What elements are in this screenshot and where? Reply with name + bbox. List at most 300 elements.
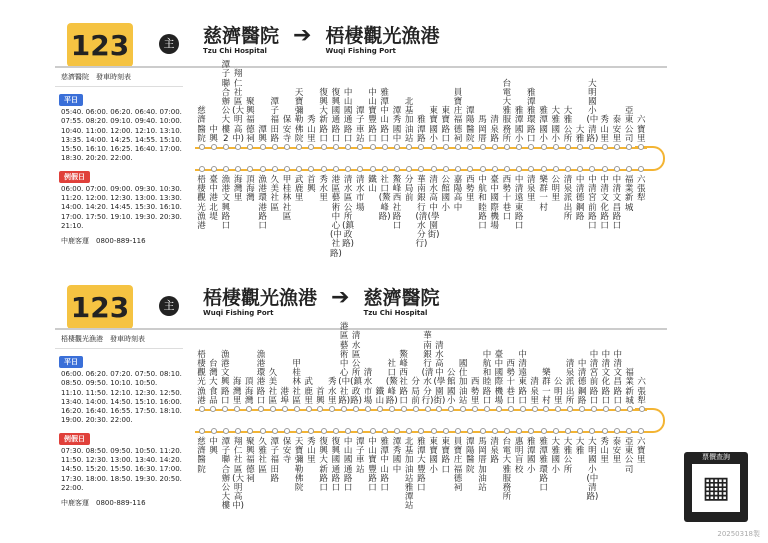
stop-name: 大雅	[575, 124, 585, 144]
stop-dot	[472, 406, 478, 412]
stop-dot	[345, 166, 351, 172]
stop-name: 慈濟醫院	[197, 106, 206, 144]
stop-dot	[246, 406, 252, 412]
stop-name: 臺中港北堤	[209, 175, 218, 222]
stop-dot	[589, 428, 595, 434]
time-row: 08:50. 09:50. 10:10. 10:50.	[61, 379, 158, 388]
stop-name: 清泉派出所	[563, 175, 573, 222]
stop-dot	[448, 406, 454, 412]
time-row: 18:30. 20:20. 22:00.	[61, 154, 133, 163]
stop-dot	[199, 406, 205, 412]
stop-dot	[520, 406, 526, 412]
stops-row-return	[195, 437, 665, 512]
stop-name: 區藝術中心(中社路)	[338, 331, 351, 406]
stop-dot	[247, 428, 253, 434]
stop-name: 清泉路	[490, 115, 499, 144]
stop-dots	[195, 428, 647, 436]
stop-dot	[431, 144, 437, 150]
stop-dot	[565, 166, 571, 172]
route-number: 123	[67, 285, 133, 329]
stop-name: 海灣里	[233, 175, 243, 204]
origin	[203, 25, 279, 56]
stop-dot	[443, 428, 449, 434]
route-heading	[203, 25, 439, 56]
schedule-box	[55, 68, 183, 254]
stop-name: 中山國通路口	[343, 437, 353, 494]
stop-name: 復興國通路口	[331, 87, 341, 144]
route-number: 123	[67, 23, 133, 67]
stop-name: 保安寺	[282, 115, 292, 144]
stop-name: 海灣里	[232, 377, 242, 406]
time-row: 22:00.	[61, 483, 84, 492]
stop-name: 清泉派出所	[565, 358, 575, 406]
stop-dot	[284, 144, 290, 150]
stop-name: 六寶里	[637, 115, 646, 144]
stop-dot	[615, 406, 621, 412]
time-row: 16:20. 16:40. 16:55. 17:50. 18:10.	[61, 407, 182, 416]
stop-dot	[235, 166, 241, 172]
stop-dot	[258, 406, 264, 412]
stop-name: 雅潭中山路口	[380, 437, 389, 494]
stop-dot	[492, 144, 498, 150]
stop-name: 大雅國小	[551, 106, 561, 144]
stop-name: 華南銀行(清水分行)	[421, 331, 434, 406]
schedule-title: 慈濟醫院 發車時刻表	[55, 68, 183, 87]
stop-dot	[541, 166, 547, 172]
stop-dot	[306, 406, 312, 412]
holiday-label: 例假日	[59, 433, 90, 445]
stop-name: 天寶彌勒佛院	[294, 437, 304, 494]
time-row: 11:50. 12:30. 13:00. 13:40. 14:20.	[61, 456, 182, 465]
stop-name: 梧棲觀光漁港	[197, 175, 206, 232]
stop-dot	[389, 406, 395, 412]
stop-name: 台灣大食品	[209, 358, 218, 406]
stop-name: 漁港環港路口	[256, 349, 266, 406]
time-row: 13:40. 14:00. 14:50. 15:10. 16:00.	[61, 397, 182, 406]
stop-name: 秀山里	[307, 115, 316, 144]
stop-name: 潭子車站	[356, 437, 365, 475]
stop-dot	[492, 428, 498, 434]
stop-dot	[282, 406, 288, 412]
stop-dot	[345, 144, 351, 150]
stop-name: 子聯合辦公大樓2	[221, 69, 231, 144]
stop-name: 北基加油站	[404, 96, 414, 144]
stop-dot	[516, 428, 522, 434]
stop-name: 甲桂林社區	[292, 358, 301, 406]
stop-dot	[626, 166, 632, 172]
stop-name: 國仕加油站	[458, 358, 468, 406]
stop-dot	[370, 166, 376, 172]
stop-dot	[235, 428, 241, 434]
stop-dot	[591, 406, 597, 412]
stop-name: 潭興	[258, 124, 267, 144]
weekday-times	[55, 108, 183, 164]
stop-dot	[504, 428, 510, 434]
stop-dot	[223, 428, 229, 434]
stop-dot	[294, 406, 300, 412]
stop-name: 泰安里	[612, 437, 622, 466]
stop-dot	[341, 406, 347, 412]
stop-name: 慈濟醫院	[197, 437, 206, 475]
stop-name: 保安寺	[282, 437, 292, 466]
qr-title: 票價查詢	[702, 453, 730, 461]
stop-name: 潭子福田路	[270, 437, 280, 484]
stop-dot	[357, 166, 363, 172]
stop-name: 久美社區	[270, 175, 280, 213]
stop-dot	[528, 428, 534, 434]
stop-name: 社口(鰲峰路)	[378, 175, 391, 222]
time-row: 11:20. 12:00. 12:30. 13:00. 13:30.	[61, 194, 182, 203]
stop-name: 中清文化路口	[601, 349, 611, 406]
stop-name: 潭陽醫院	[466, 437, 475, 475]
stop-name: 華南銀行(清水分行)	[415, 175, 428, 250]
stop-dot	[504, 166, 510, 172]
weekday-times	[55, 370, 183, 426]
weekday-label: 平日	[59, 356, 83, 368]
stop-name: 雅潭國小	[514, 106, 524, 144]
holiday-times	[55, 447, 183, 493]
stop-dot	[382, 166, 388, 172]
stop-name: 中山寶豐路口	[368, 87, 377, 144]
time-row: 21:10.	[61, 221, 84, 230]
stop-dot	[272, 144, 278, 150]
stop-dot	[480, 428, 486, 434]
stop-name: 公館國小	[441, 175, 451, 213]
stop-dot	[353, 406, 359, 412]
stop-name: 雅潭雅環路口	[539, 437, 548, 494]
stop-dot	[602, 144, 608, 150]
stop-dot	[553, 428, 559, 434]
stop-dot	[333, 428, 339, 434]
arrow-right-icon: ➔	[331, 285, 350, 310]
stop-dot	[357, 144, 363, 150]
holiday-times	[55, 185, 183, 231]
stop-dot	[589, 166, 595, 172]
stop-name: 秀山里	[600, 115, 609, 144]
stop-name: 大雅公所	[563, 437, 573, 475]
stop-name: 中清遠東路口	[518, 349, 527, 406]
stop-dots	[195, 166, 647, 174]
stop-dot	[614, 166, 620, 172]
stop-dot	[577, 428, 583, 434]
stop-dot	[211, 428, 217, 434]
stop-dot	[418, 428, 424, 434]
stops-row-return	[195, 175, 665, 259]
stop-name: 公館國小	[447, 368, 456, 406]
stop-dot	[284, 166, 290, 172]
stop-name: 首興	[316, 386, 325, 406]
stop-name: 清水區公所(鎮政路)	[350, 331, 362, 406]
stop-name: 潭子聯合辦公大樓	[221, 437, 231, 512]
stop-dot	[638, 144, 644, 150]
stop-name: 清泉路	[490, 437, 499, 466]
stop-dot	[455, 428, 461, 434]
stop-dot	[272, 166, 278, 172]
stop-dot	[370, 428, 376, 434]
stop-dot	[321, 166, 327, 172]
stop-dot	[382, 144, 388, 150]
stop-name: 雅潭雅環路口	[527, 87, 536, 144]
stop-name: 中航和睦路口	[482, 349, 492, 406]
stop-dot	[406, 166, 412, 172]
stop-dot	[480, 166, 486, 172]
stop-dot	[532, 406, 538, 412]
stop-dot	[555, 406, 561, 412]
stop-dot	[627, 406, 633, 412]
stop-name: 頂海灣	[246, 175, 255, 204]
origin-name-en: Wuqi Fishing Port	[203, 309, 274, 317]
stop-name: 大明國小(中清路)	[586, 78, 599, 144]
stop-dot	[296, 144, 302, 150]
time-row: 17:00. 17:50. 19:10. 19:30. 20:30.	[61, 212, 182, 221]
stop-name: 頂海灣	[244, 377, 254, 406]
stop-dot	[308, 428, 314, 434]
stop-name: 梧棲觀光漁港	[197, 349, 206, 406]
time-row: 14:00. 14:20. 14:45. 15:30. 16:10.	[61, 203, 182, 212]
time-row: 07:55. 08:20. 09:10. 09:40. 10:00.	[61, 117, 182, 126]
stop-dot	[602, 166, 608, 172]
stop-dot	[296, 428, 302, 434]
stop-dot	[516, 144, 522, 150]
stop-name: 樂群一村	[542, 368, 551, 406]
route-line	[195, 408, 665, 433]
stops-row-outbound	[195, 69, 665, 144]
stop-dot	[199, 428, 205, 434]
stop-name: 雅潭大豐路口	[417, 437, 426, 494]
stop-dots	[195, 406, 647, 414]
stop-dot	[413, 406, 419, 412]
stop-dot	[199, 166, 205, 172]
stop-dot	[270, 406, 276, 412]
stop-name: 馬岡厝加油站	[478, 437, 487, 494]
stop-name: 潭子福田路	[270, 96, 280, 144]
stop-name: 分局前	[411, 377, 420, 406]
stop-name: 中清宮前路口	[589, 349, 599, 406]
stop-name: 復興國通路口	[331, 437, 341, 494]
stop-name: 嘉陽高中	[453, 175, 463, 213]
stop-name: 清水高中(學園街)	[427, 175, 440, 241]
stop-dot	[528, 144, 534, 150]
stop-dot	[394, 166, 400, 172]
stop-name: 鐵山	[375, 386, 385, 406]
stop-name: 秀山里	[600, 437, 609, 466]
stop-name: 台電大雅服務所	[502, 78, 512, 144]
stop-name: 東寶路口	[441, 437, 451, 475]
time-row: 06:00. 07:00. 09:00. 09:30. 10:30.	[61, 184, 182, 193]
stop-dot	[528, 166, 534, 172]
stop-name: 亞東公司	[624, 437, 634, 475]
destination-name: 梧棲觀光漁港	[325, 25, 440, 47]
stop-dot	[222, 406, 228, 412]
stop-name: 清泉里	[530, 377, 539, 406]
stop-dot	[247, 166, 253, 172]
stop-dot	[508, 406, 514, 412]
stop-name: 潭秀國中	[392, 437, 402, 475]
stop-dot	[370, 144, 376, 150]
stop-dot	[638, 166, 644, 172]
stop-dot	[589, 144, 595, 150]
stop-name: 臺中國際機場	[494, 349, 504, 406]
origin-name: 慈濟醫院	[203, 25, 280, 47]
stop-name: 秀水里	[319, 175, 328, 204]
stop-name: 福業新城	[624, 175, 634, 213]
schedule-box	[55, 330, 183, 516]
stop-name: 港區藝術中心(中社路)	[329, 175, 342, 259]
stop-name: 大雅	[575, 437, 585, 457]
stop-name: 漁港文興路口	[221, 175, 231, 232]
stop-name: 雅潭中山路口	[380, 87, 389, 144]
stop-dot	[199, 144, 205, 150]
time-row: 10:40. 11:00. 12:00. 12:10. 13:10.	[61, 126, 182, 135]
stop-dot	[567, 406, 573, 412]
stop-name: 樂群一村	[539, 175, 548, 213]
stop-dot	[614, 144, 620, 150]
stop-name: 社口(鰲峰路)	[385, 358, 398, 406]
stop-dot	[247, 144, 253, 150]
stop-dot	[308, 144, 314, 150]
stop-name: 鰲峰西社路口	[399, 349, 408, 406]
stop-dot	[394, 144, 400, 150]
main-line-badge: 主	[159, 34, 179, 54]
time-row: 15:50. 16:10. 16:25. 16:40. 17:00.	[61, 145, 182, 154]
stop-dot	[455, 144, 461, 150]
stop-diagram	[195, 69, 665, 259]
stop-name: 東寶國小	[429, 106, 438, 144]
stop-dot	[260, 428, 266, 434]
stop-dot	[321, 144, 327, 150]
stop-dots	[195, 144, 647, 152]
stop-name: 亞東公司	[624, 106, 634, 144]
stop-name: 六張犁	[637, 175, 646, 204]
destination	[325, 25, 439, 56]
stop-dot	[467, 166, 473, 172]
contact-phone: 中鹿客運 0800-889-116	[61, 237, 146, 245]
stop-dot	[467, 428, 473, 434]
stop-dot	[223, 166, 229, 172]
stop-dot	[484, 406, 490, 412]
stop-dot	[365, 406, 371, 412]
stop-name: 秀水里	[328, 377, 337, 406]
stop-name: 大雅國小	[551, 437, 561, 475]
stop-name: 武鹿里	[294, 175, 304, 204]
stop-name: 中興	[209, 437, 218, 457]
timetable-panel	[55, 18, 691, 259]
stop-dot	[418, 144, 424, 150]
stop-dot	[443, 144, 449, 150]
stop-name: 聚興福德祠	[246, 96, 255, 144]
stop-dot	[467, 144, 473, 150]
stop-name: 久美社區	[268, 368, 278, 406]
stop-name: 北基加油站雅潭站	[404, 437, 414, 512]
qr-code-icon: ▦	[692, 464, 740, 512]
stop-name: 甲桂林社區	[282, 175, 292, 222]
time-row: 17:30. 18:00. 18:50. 19:30. 20:50.	[61, 474, 182, 483]
stop-dot	[272, 428, 278, 434]
stop-name: 天寶彌勒佛院	[294, 87, 304, 144]
stop-dot	[345, 428, 351, 434]
stop-name: 聚興福德祠	[246, 437, 255, 484]
stop-dot	[496, 406, 502, 412]
time-row: 11:10. 11:50. 12:10. 12:30. 12:50.	[61, 388, 182, 397]
stop-dot	[211, 144, 217, 150]
stop-dot	[333, 144, 339, 150]
stop-dot	[210, 406, 216, 412]
stop-dot	[401, 406, 407, 412]
stop-name: 翔仁社區(大明高中)	[232, 69, 244, 144]
stop-name: 首興	[307, 175, 316, 195]
stop-name: 雅潭國小	[527, 437, 536, 475]
main-line-badge: 主	[159, 296, 179, 316]
stop-name: 員寶庄福德祠	[453, 437, 463, 494]
stop-name: 清泉里	[527, 175, 536, 204]
stop-name: 潭秀國中	[392, 106, 402, 144]
time-row: 14:50. 15:20. 15:50. 16:30. 17:00.	[61, 465, 182, 474]
stop-dot	[333, 166, 339, 172]
stop-name: 公明里	[551, 175, 561, 204]
stop-name: 雅潭國小	[539, 106, 548, 144]
arrow-right-icon: ➔	[293, 23, 312, 48]
stop-dot	[541, 144, 547, 150]
destination-name-en: Tzu Chi Hospital	[363, 309, 428, 317]
fare-qr[interactable]	[684, 452, 748, 522]
stop-dot	[406, 144, 412, 150]
time-row: 05:40. 06:00. 06:20. 06:40. 07:00.	[61, 108, 182, 116]
stop-dot	[284, 428, 290, 434]
stop-dot	[317, 406, 323, 412]
stop-dot	[296, 166, 302, 172]
stop-dot	[577, 144, 583, 150]
stop-name: 漁港文興路口	[221, 349, 230, 406]
stop-name: 惠明盲校	[514, 437, 524, 475]
stop-name: 西勢里	[466, 175, 475, 204]
stop-dot	[603, 406, 609, 412]
stop-name: 中清德鋼路	[575, 175, 585, 222]
stop-name: 潭子車站	[356, 106, 365, 144]
stop-dot	[492, 166, 498, 172]
stop-dot	[234, 406, 240, 412]
destination	[363, 287, 439, 318]
route-line	[195, 146, 665, 171]
stop-dot	[541, 428, 547, 434]
date-code: 20250318製	[717, 530, 760, 538]
stop-name: 翔仁社區(大明高中)	[232, 437, 244, 512]
stop-name: 漁港環港路口	[258, 175, 267, 232]
stop-dot	[443, 166, 449, 172]
stop-dot	[543, 406, 549, 412]
stop-dot	[602, 428, 608, 434]
stop-name: 武鹿里	[304, 377, 313, 406]
stop-name: 鰲峰西社路口	[392, 175, 402, 232]
stop-name: 分局前	[404, 175, 414, 204]
stop-name: 中清文化路口	[600, 175, 609, 232]
stop-dot	[460, 406, 466, 412]
stop-name: 大雅公所	[563, 106, 573, 144]
stop-name: 六寶里	[637, 437, 646, 466]
stop-dot	[626, 144, 632, 150]
stop-name: 中山寶豐路口	[368, 437, 377, 494]
time-row: 07:30. 08:50. 09:50. 10:50. 11:20.	[61, 446, 182, 455]
stop-dot	[382, 428, 388, 434]
stop-name: 復興大新路口	[319, 87, 328, 144]
stop-name: 福業新城	[625, 368, 634, 406]
stop-name: 馬岡厝	[478, 115, 487, 144]
stop-name: 公明里	[554, 377, 563, 406]
stop-name: 西勢十巷口	[502, 175, 512, 222]
stop-dot	[321, 428, 327, 434]
stop-dot	[418, 166, 424, 172]
stop-dot	[579, 406, 585, 412]
weekday-label: 平日	[59, 94, 83, 106]
